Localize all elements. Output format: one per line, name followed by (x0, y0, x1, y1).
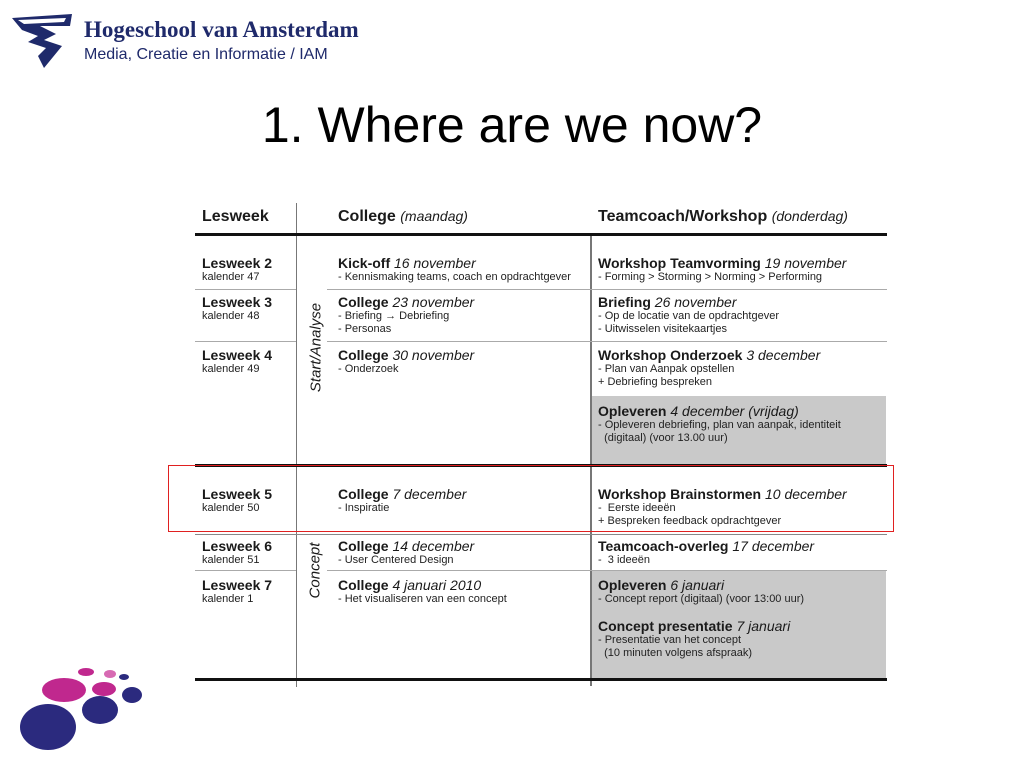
week-cell: Lesweek 7 kalender 1 (202, 577, 273, 605)
workshop-extra-cell: Concept presentatie 7 januari - Presentatie van het concept (10 minuten volgens afspraak) (598, 618, 791, 659)
header-rule (195, 233, 887, 236)
row-divider (195, 341, 296, 342)
institution-header (84, 16, 359, 65)
college-cell: Kick-off 16 november - Kennismaking teams, coach en opdrachtgever (338, 255, 571, 283)
workshop-cell: Opleveren 6 januari - Concept report (digitaal) (voor 13:00 uur) (598, 577, 805, 605)
row-divider (195, 570, 296, 571)
column-divider (296, 203, 297, 687)
current-week-highlight (168, 465, 894, 532)
college-cell: College 30 november - Onderzoek (338, 347, 475, 375)
week-cell: Lesweek 2 kalender 47 (202, 255, 273, 283)
slide-title: 1. Where are we now? (261, 97, 763, 153)
header-college: College (maandag) (338, 208, 468, 225)
week-cell: Lesweek 5 kalender 50 (202, 486, 273, 514)
phase-label-concept: Concept (306, 542, 324, 599)
college-cell: College 23 november - Briefing → Debriefing - Personas (338, 294, 475, 335)
workshop-cell: Teamcoach-overleg 17 december - 3 ideeën (598, 538, 815, 566)
decorative-dots-icon (14, 662, 154, 762)
workshop-cell: Briefing 26 november - Op de locatie van de opdrachtgever - Uitwisselen visitekaartjes (598, 294, 780, 335)
phase-label-start: Start/Analyse (307, 302, 325, 393)
workshop-cell: Workshop Brainstormen 10 december - Eerste ideeën + Bespreken feedback opdrachtgever (598, 486, 847, 527)
workshop-cell: Workshop Teamvorming 19 november - Forming > Storming > Norming > Performing (598, 255, 847, 283)
department-name: Media, Creatie en Informatie / IAM (84, 46, 328, 63)
college-cell: College 14 december - User Centered Design (338, 538, 475, 566)
workshop-cell: Workshop Onderzoek 3 december - Plan van Aanpak opstellen + Debriefing bespreken (598, 347, 821, 388)
hva-logo-icon (10, 12, 74, 70)
row-divider (327, 289, 887, 290)
row-divider (327, 570, 887, 571)
college-cell: College 7 december - Inspiratie (338, 486, 467, 514)
institution-name: Hogeschool van Amsterdam (84, 17, 359, 42)
college-cell: College 4 januari 2010 - Het visualiseren van een concept (338, 577, 507, 605)
row-divider (327, 341, 887, 342)
week-cell: Lesweek 4 kalender 49 (202, 347, 273, 375)
column-divider (590, 236, 592, 686)
week-cell: Lesweek 3 kalender 48 (202, 294, 273, 322)
row-divider (195, 534, 887, 535)
workshop-extra-cell: Opleveren 4 december (vrijdag) - Opleveren debriefing, plan van aanpak, identiteit (digitaal) (voor 13.00 uur) (598, 403, 841, 444)
row-divider (195, 289, 296, 290)
week-cell: Lesweek 6 kalender 51 (202, 538, 273, 566)
header-workshop: Teamcoach/Workshop (donderdag) (598, 208, 848, 225)
header-week: Lesweek (202, 208, 269, 225)
bottom-rule (195, 678, 887, 681)
schedule-table (195, 200, 887, 686)
